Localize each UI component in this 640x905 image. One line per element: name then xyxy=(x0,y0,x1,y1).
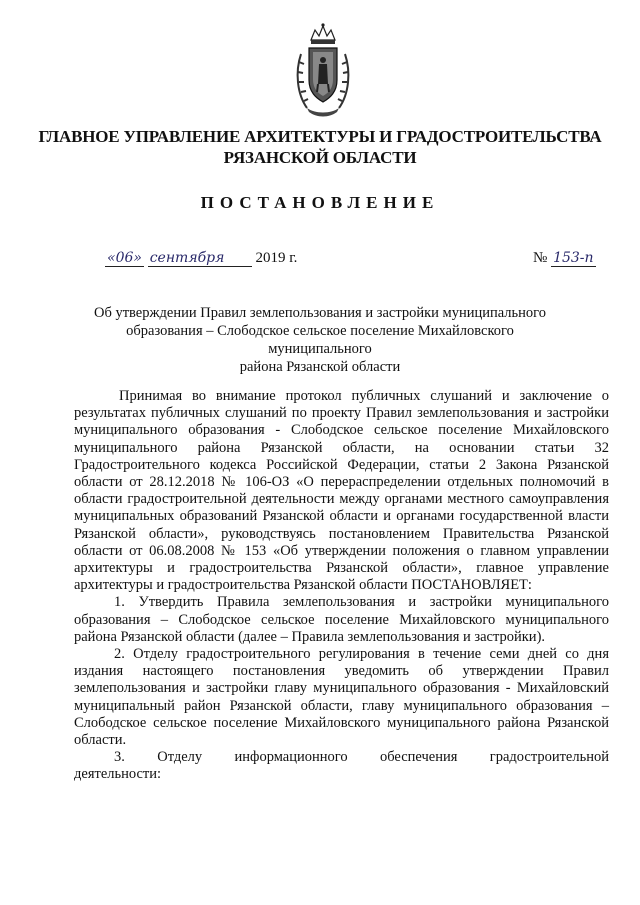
item-3-line-1: 3. Отделу информационного обеспечения градостроительной xyxy=(114,749,609,766)
document-type-title: ПОСТАНОВЛЕНИЕ xyxy=(200,193,440,212)
document-number xyxy=(533,250,596,267)
item-3-line-2: деятельности: xyxy=(74,766,162,783)
document-subject xyxy=(80,304,560,376)
document-date xyxy=(105,250,297,267)
date-month: сентября xyxy=(148,250,252,267)
subject-line-2: образования – Слободское сельское поселение Михайловского муниципального xyxy=(126,323,514,357)
subject-line-3: района Рязанской области xyxy=(239,359,401,375)
document-body xyxy=(74,388,609,784)
date-day: «06» xyxy=(107,250,142,266)
coat-of-arms-emblem xyxy=(293,22,353,122)
number-value: 153-п xyxy=(553,250,594,266)
date-year: 2019 г. xyxy=(255,250,298,266)
subject-line-1: Об утверждении Правил землепользования и застройки муниципального xyxy=(93,305,546,321)
item-1-paragraph: 1. Утвердить Правила землепользования и застройки муниципального образования – Слободское сельское поселение Михайловского муниципального района Рязанской области (далее – Правила землепользования и застройки). xyxy=(74,594,609,645)
organization-name-line-1: ГЛАВНОЕ УПРАВЛЕНИЕ АРХИТЕКТУРЫ И ГРАДОСТРОИТЕЛЬСТВА xyxy=(38,127,602,146)
preamble-paragraph: Принимая во внимание протокол публичных слушаний и заключение о результатах публичных слушаний по проекту Правил землепользования и застройки муниципального образования - Слободское сельское поселение Михайловского муниципального района Рязанской области, на основании статьи 32 Градостроительного кодекса Российской Федерации, статьи 2 Закона Рязанской области от 28.12.2018 № 106-ОЗ «О перераспределении отдельных полномочий в области градостроительной деятельности между органами местного самоуправления муниципальных образований Рязанской области и органами государственной власти Рязанской области», руководствуясь постановлением Правительства Рязанской области от 06.08.2008 № 153 «Об утверждении положения о главном управлении архитектуры и градостроительства Рязанской области», главное управление архитектуры и градостроительства Рязанской области ПОСТАНОВЛЯЕТ: xyxy=(74,388,609,594)
item-2-paragraph: 2. Отделу градостроительного регулирования в течение семи дней со дня издания настоящего постановления уведомить об утверждении Правил землепользования и застройки главу муниципального образования - Михайловский муниципальный район Рязанской области, главу муниципального образования – Слободское сельское поселение Михайловского муниципального района Рязанской области. xyxy=(74,646,609,749)
organization-name-line-2: РЯЗАНСКОЙ ОБЛАСТИ xyxy=(223,148,417,167)
number-prefix: № xyxy=(533,250,548,266)
